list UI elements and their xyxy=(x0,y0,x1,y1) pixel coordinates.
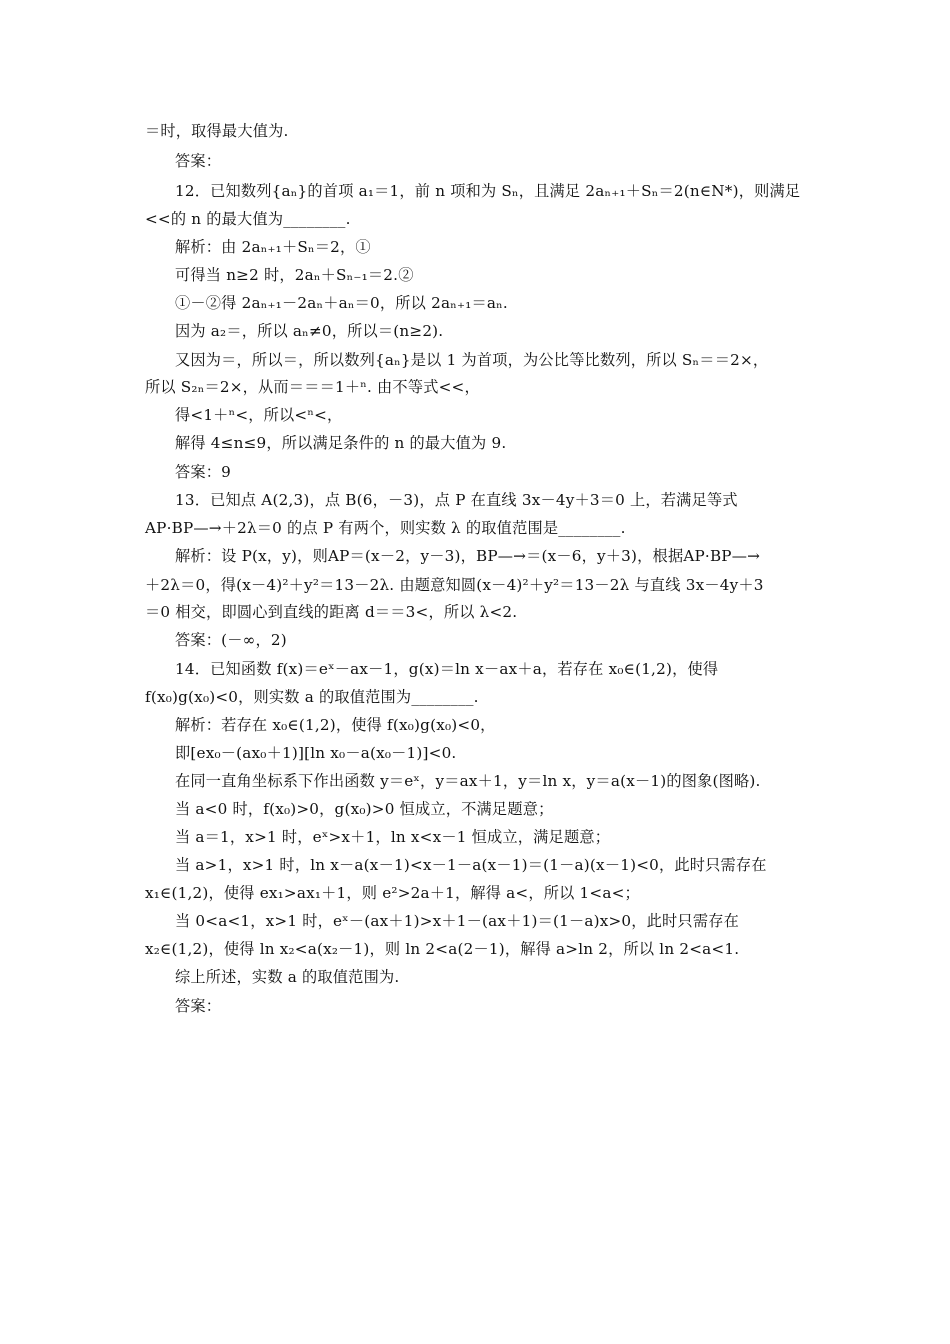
text-line: 所以 S₂ₙ＝2×，从而＝＝＝1＋ⁿ. 由不等式<<， xyxy=(145,378,480,396)
text-line: ＝时，取得最大值为. xyxy=(145,122,289,140)
text-line: 当 0<a<1，x>1 时，eˣ－(ax＋1)>x＋1－(ax＋1)＝(1－a)x>0，此时只需存在 xyxy=(175,912,739,930)
text-line: 解析：由 2aₙ₊₁＋Sₙ＝2，① xyxy=(175,238,371,256)
text-line: 又因为＝，所以＝，所以数列{aₙ}是以 1 为首项，为公比等比数列，所以 Sₙ＝＝2×， xyxy=(175,351,769,369)
text-line: ①－②得 2aₙ₊₁－2aₙ＋aₙ＝0，所以 2aₙ₊₁＝aₙ. xyxy=(175,294,508,312)
text-line: ＝0 相交，即圆心到直线的距离 d＝＝3<，所以 λ<2. xyxy=(145,603,518,621)
text-line: 综上所述，实数 a 的取值范围为. xyxy=(175,968,400,986)
text-line: 13．已知点 A(2,3)，点 B(6，－3)，点 P 在直线 3x－4y＋3＝0 上，若满足等式 xyxy=(175,491,738,509)
text-line: 答案： xyxy=(175,997,222,1015)
text-line: 当 a<0 时，f(x₀)>0，g(x₀)>0 恒成立，不满足题意； xyxy=(175,800,554,818)
text-line: 12．已知数列{aₙ}的首项 a₁＝1，前 n 项和为 Sₙ，且满足 2aₙ₊₁＋Sₙ＝2(n∈N*)，则满足 xyxy=(175,182,801,200)
text-line: 解得 4≤n≤9，所以满足条件的 n 的最大值为 9. xyxy=(175,434,507,452)
text-line: 即[ex₀－(ax₀＋1)][ln x₀－a(x₀－1)]<0. xyxy=(175,744,457,762)
text-line: x₁∈(1,2)，使得 ex₁>ax₁＋1，则 e²>2a＋1，解得 a<，所以 1<a<； xyxy=(145,884,640,902)
text-line: 答案：(－∞，2) xyxy=(175,631,287,649)
text-line: 答案： xyxy=(175,152,222,170)
text-line: x₂∈(1,2)，使得 ln x₂<a(x₂－1)，则 ln 2<a(2－1)，解得 a>ln 2，所以 ln 2<a<1. xyxy=(145,940,740,958)
text-line: 14．已知函数 f(x)＝eˣ－ax－1，g(x)＝ln x－ax＋a，若存在 x₀∈(1,2)，使得 xyxy=(175,660,719,678)
text-line: 当 a>1，x>1 时，ln x－a(x－1)<x－1－a(x－1)＝(1－a)(x－1)<0，此时只需存在 xyxy=(175,856,767,874)
text-line: AP·BP—→＋2λ＝0 的点 P 有两个，则实数 λ 的取值范围是________. xyxy=(145,519,626,537)
text-line: 可得当 n≥2 时，2aₙ＋Sₙ₋₁＝2.② xyxy=(175,266,414,284)
text-line: 在同一直角坐标系下作出函数 y＝eˣ，y＝ax＋1，y＝ln x，y＝a(x－1)的图象(图略). xyxy=(175,772,761,790)
text-line: 解析：设 P(x，y)，则AP＝(x－2，y－3)，BP—→＝(x－6，y＋3)，根据AP·BP—→ xyxy=(175,547,761,565)
text-line: <<的 n 的最大值为________. xyxy=(145,210,351,228)
text-line: f(x₀)g(x₀)<0，则实数 a 的取值范围为________. xyxy=(145,688,479,706)
text-line: 答案：9 xyxy=(175,463,232,481)
text-line: 当 a＝1，x>1 时，eˣ>x＋1，ln x<x－1 恒成立，满足题意； xyxy=(175,828,611,846)
text-line: 得<1＋ⁿ<，所以<ⁿ<， xyxy=(175,406,343,424)
text-line: ＋2λ＝0，得(x－4)²＋y²＝13－2λ. 由题意知圆(x－4)²＋y²＝13－2λ 与直线 3x－4y＋3 xyxy=(145,576,764,594)
text-line: 解析：若存在 x₀∈(1,2)，使得 f(x₀)g(x₀)<0， xyxy=(175,716,496,734)
text-line: 因为 a₂＝，所以 aₙ≠0，所以＝(n≥2). xyxy=(175,322,444,340)
